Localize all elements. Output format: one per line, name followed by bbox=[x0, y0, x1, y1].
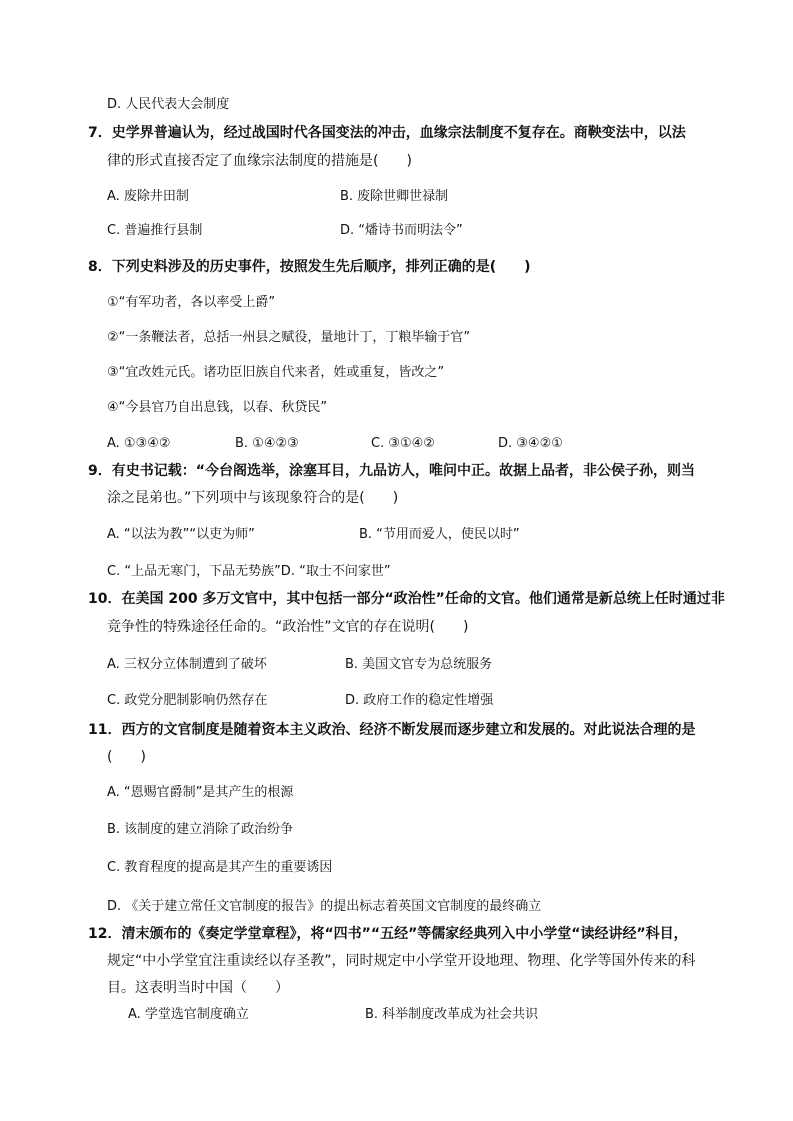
q11-option-d: D. 《关于建立常任文官制度的报告》的提出标志着英国文官制度的最终确立 bbox=[107, 899, 542, 914]
q11-stem-line1: 11．西方的文官制度是随着资本主义政治、经济不断发展而逐步建立和发展的。对此说法合理的是 bbox=[88, 722, 696, 738]
q8-source-4: ④“今县官乃自出息钱，以春、秋贷民” bbox=[107, 400, 328, 415]
q10-option-c: C. 政党分肥制影响仍然存在 bbox=[107, 693, 268, 708]
q9-stem-line2: 涂之昆弟也。”下列项中与该现象符合的是( ) bbox=[107, 490, 399, 506]
q8-option-a: A. ①③④② bbox=[107, 436, 171, 451]
q10-stem-line2: 竞争性的特殊途径任命的。“政治性”文官的存在说明( ) bbox=[107, 619, 469, 635]
q10-option-b: B. 美国文官专为总统服务 bbox=[345, 657, 493, 672]
q8-source-1: ①“有军功者，各以率受上爵” bbox=[107, 295, 276, 310]
q9-option-b: B. “节用而爱人，使民以时” bbox=[359, 527, 520, 542]
q12-stem-line1: 12．清末颁布的《奏定学堂章程》，将“四书”“五经”等儒家经典列入中小学堂“读经讲经”科目， bbox=[88, 926, 688, 942]
q11-option-b: B. 该制度的建立消除了政治纷争 bbox=[107, 822, 294, 837]
q8-option-c: C. ③①④② bbox=[371, 436, 435, 451]
q10-option-d: D. 政府工作的稳定性增强 bbox=[345, 693, 494, 708]
q7-option-d: D. “燔诗书而明法令” bbox=[340, 223, 463, 238]
q7-option-b: B. 废除世卿世禄制 bbox=[340, 189, 449, 204]
q9-option-a: A. “以法为教”“以吏为师” bbox=[107, 527, 255, 542]
q11-stem-line2: ( ) bbox=[107, 749, 146, 765]
q7-stem-line1: 7．史学界普遍认为，经过战国时代各国变法的冲击，血缘宗法制度不复存在。商鞅变法中，以法 bbox=[88, 125, 686, 141]
q6-option-d: D. 人民代表大会制度 bbox=[107, 97, 230, 112]
q8-option-b: B. ①④②③ bbox=[235, 436, 299, 451]
q11-option-a: A. “恩赐官爵制”是其产生的根源 bbox=[107, 785, 294, 800]
q10-stem-line1: 10．在美国 200 多万文官中，其中包括一部分“政治性”任命的文官。他们通常是新总统上任时通过非 bbox=[88, 591, 725, 607]
q9-stem-line1: 9．有史书记载：“今台阁选举，涂塞耳目，九品访人，唯问中正。故据上品者，非公侯子孙，则当 bbox=[88, 463, 695, 479]
q7-stem-line2: 律的形式直接否定了血缘宗法制度的措施是( ) bbox=[107, 153, 412, 169]
q8-option-d: D. ③④②① bbox=[498, 436, 563, 451]
q12-option-a: A. 学堂选官制度确立 bbox=[128, 1007, 249, 1022]
q8-source-3: ③“宜改姓元氏。诸功臣旧族自代来者，姓或重复，皆改之” bbox=[107, 365, 445, 380]
q8-source-2: ②“一条鞭法者，总括一州县之赋役，量地计丁，丁粮毕输于官” bbox=[107, 330, 471, 345]
q7-option-a: A. 废除井田制 bbox=[107, 189, 189, 204]
q9-option-c-d: C. “上品无寒门，下品无势族”D. “取士不问家世” bbox=[107, 564, 391, 579]
q12-option-b: B. 科举制度改革成为社会共识 bbox=[365, 1007, 539, 1022]
q7-option-c: C. 普遍推行县制 bbox=[107, 223, 203, 238]
q10-option-a: A. 三权分立体制遭到了破坏 bbox=[107, 657, 267, 672]
q12-stem-line2: 规定“中小学堂宜注重读经以存圣教”，同时规定中小学堂开设地理、物理、化学等国外传来的科 bbox=[107, 953, 696, 969]
q8-stem-line1: 8．下列史料涉及的历史事件，按照发生先后顺序，排列正确的是( ) bbox=[88, 259, 531, 275]
q12-stem-line3: 目。这表明当时中国（ ） bbox=[107, 980, 289, 996]
q11-option-c: C. 教育程度的提高是其产生的重要诱因 bbox=[107, 860, 333, 875]
